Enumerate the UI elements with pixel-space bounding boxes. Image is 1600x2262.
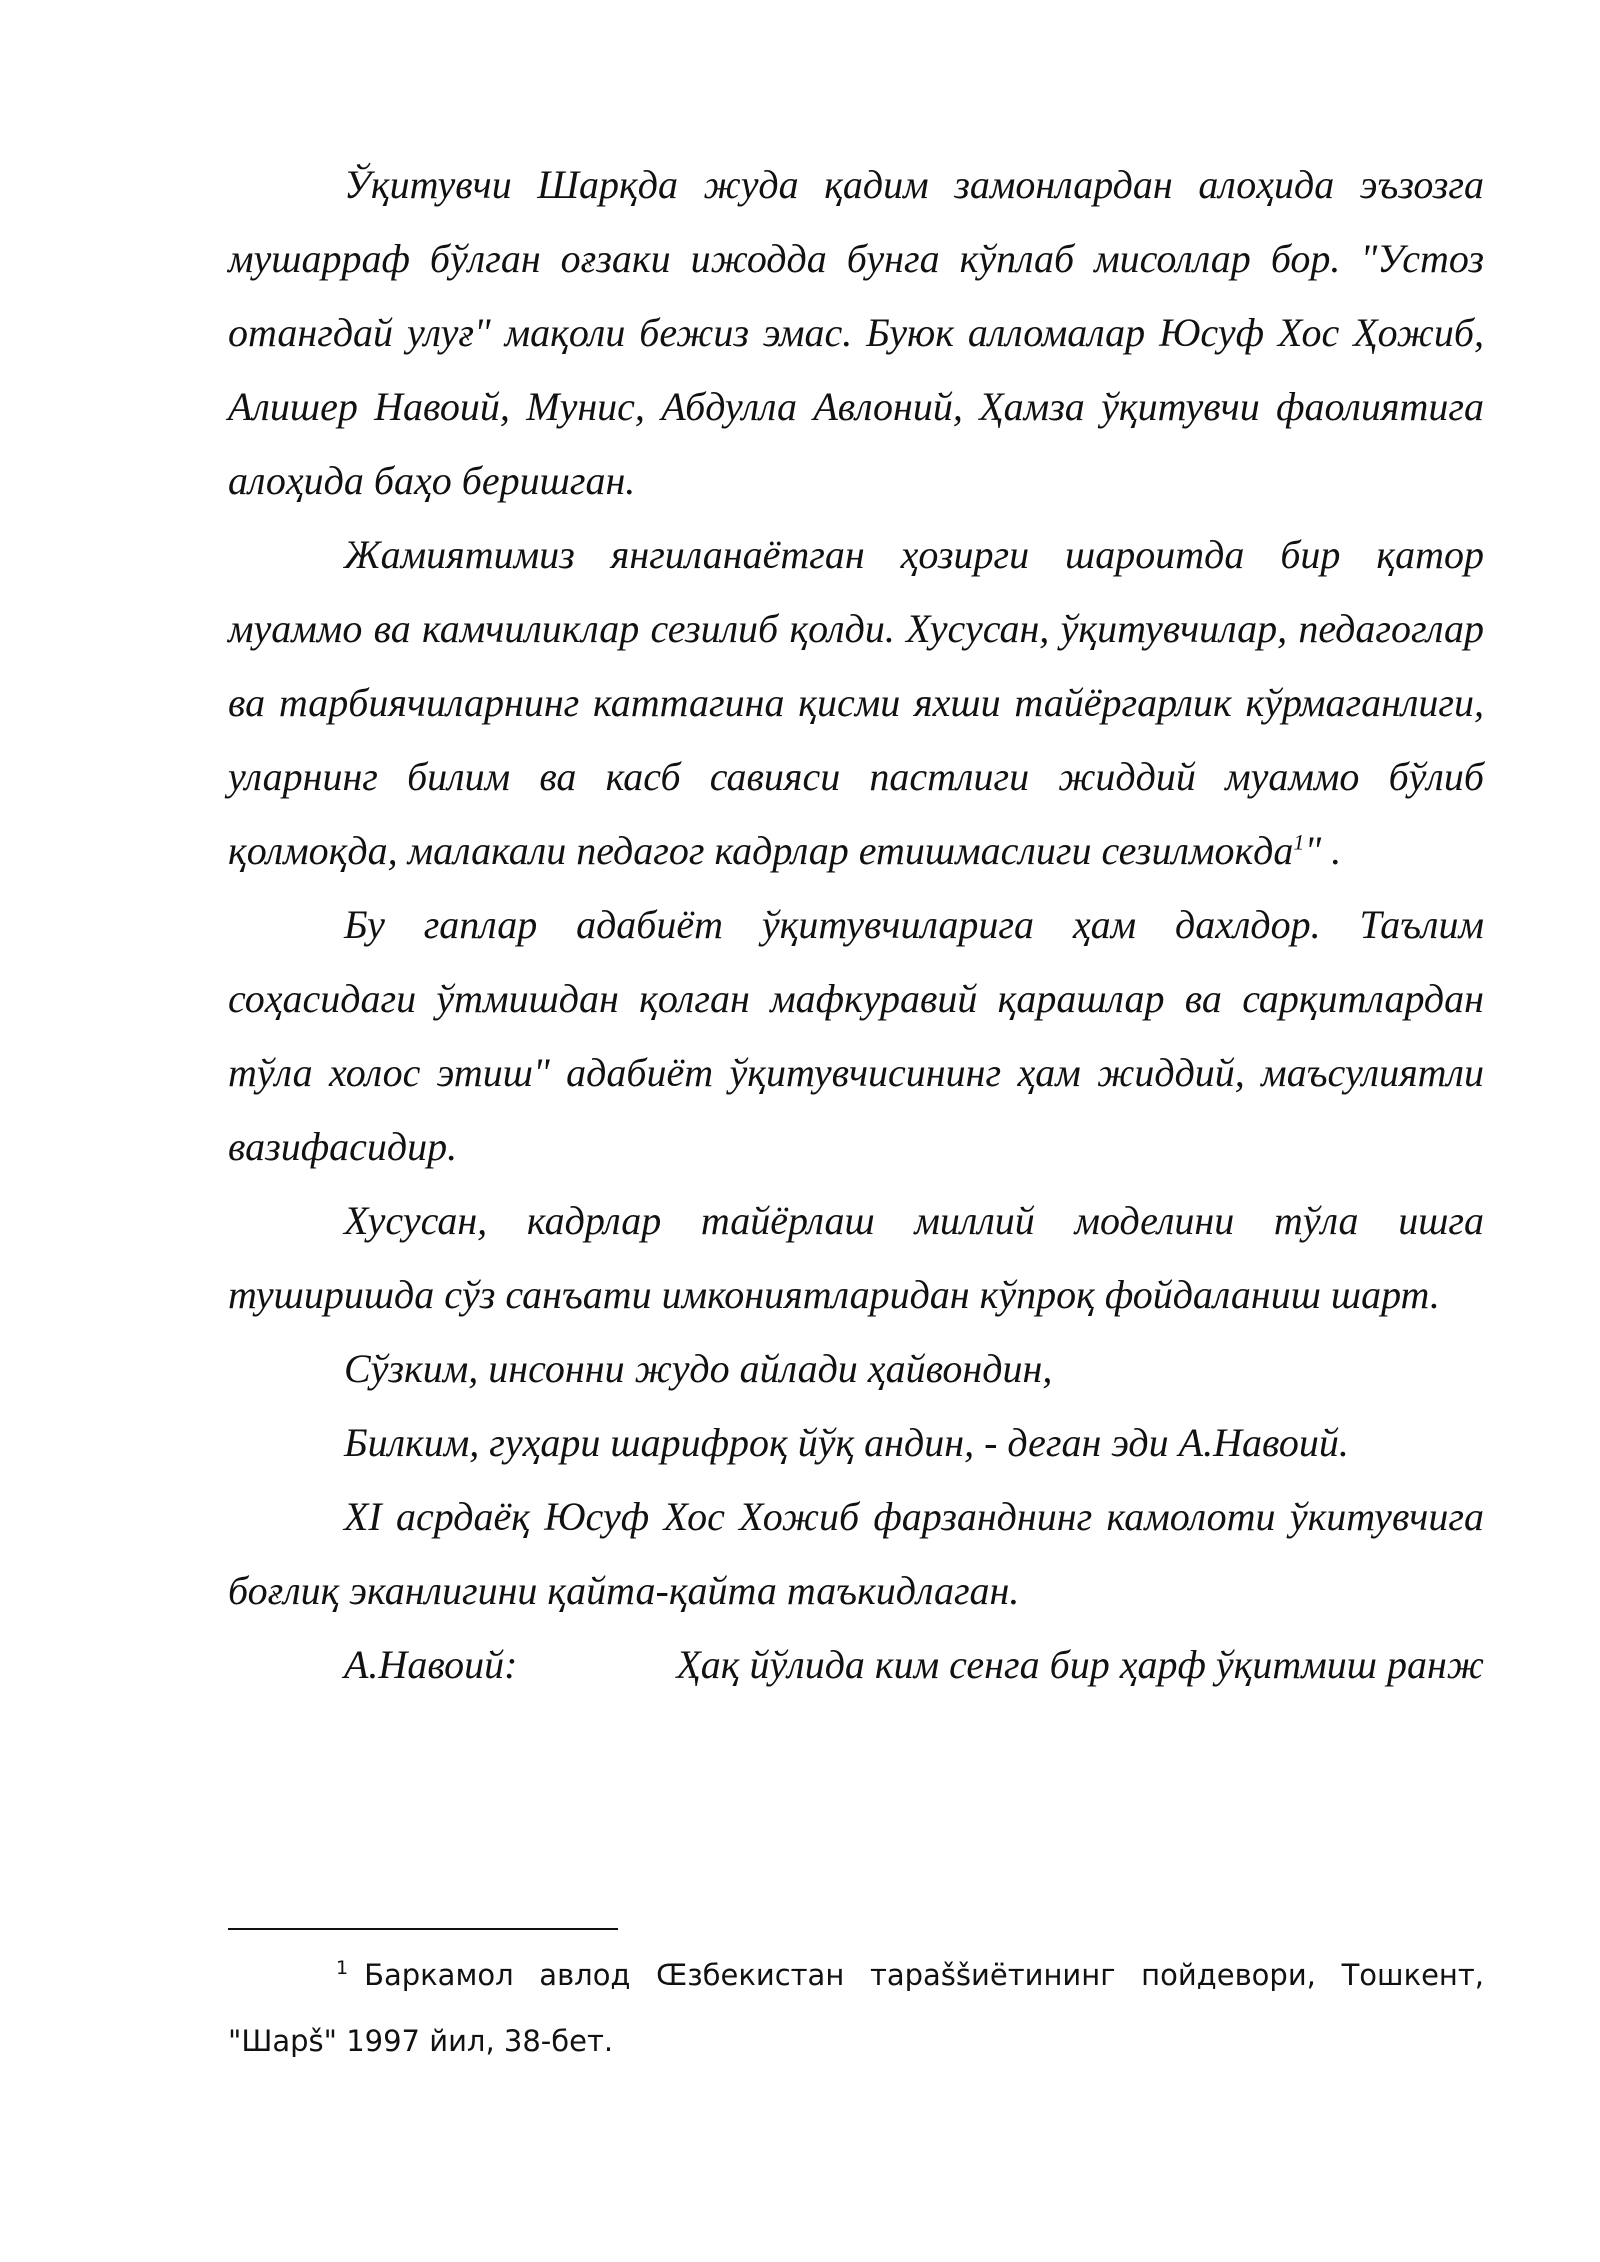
- paragraph-2-tail: " .: [1304, 828, 1342, 873]
- footnote-separator: [228, 1928, 618, 1930]
- paragraph-5: XI асрдаёқ Юсуф Хос Хожиб фарзанднинг камолоти ўкитувчига боғлиқ эканлигини қайта-қайта таъкидлаган.: [228, 1494, 1484, 1613]
- paragraph-2: [228, 518, 1484, 888]
- paragraph-1: Ўқитувчи Шарқда жуда қадим замонлардан алоҳида эъзозга мушарраф бўлган оғзаки ижодда бунга кўплаб мисоллар бор. "Устоз отангдай улуғ" мақоли бежиз эмас. Буюк алломалар Юсуф Хос Ҳожиб, Алишер Навоий, Мунис, Абдулла Авлоний, Ҳамза ўқитувчи фаолиятига алоҳида баҳо беришган.: [228, 162, 1484, 503]
- paragraph-6: [228, 1628, 1484, 1702]
- page-body: [228, 148, 1484, 1702]
- footnote-text: Баркамол авлод Œзбекистан тараššиётининг пойдевори, Тошкент, "Шарš" 1997 йил, 38-бет.: [228, 1958, 1484, 2058]
- footnote-mark: 1: [336, 1957, 349, 1980]
- paragraph-4: Хусусан, кадрлар тайёрлаш миллий моделини тўла ишга туширишда сўз санъати имкониятларидан кўпроқ фойдаланиш шарт.: [228, 1198, 1484, 1317]
- quote-author-label: А.Навоий:: [344, 1642, 518, 1687]
- paragraph-2-text: Жамиятимиз янгиланаётган ҳозирги шароитда бир қатор муаммо ва камчиликлар сезилиб қолди. Хусусан, ўқитувчилар, педагоглар ва тарбиячиларнинг каттагина қисми яхши тайёргарлик кўрмаганлиги, уларнинг билим ва касб савияси пастлиги жиддий муаммо бўлиб қолмоқда, малакали педагог кадрлар етишмаслиги сезилмокда: [228, 532, 1484, 873]
- footnote-reference[interactable]: 1: [1293, 829, 1305, 855]
- verse-line-1: Сўзким, инсонни жудо айлади ҳайвондин,: [344, 1346, 1053, 1391]
- paragraph-3: Бу гаплар адабиёт ўқитувчиларига ҳам дахлдор. Таълим соҳасидаги ўтмишдан қолган мафкуравий қарашлар ва сарқитлардан тўла холос этиш" адабиёт ўқитувчисининг ҳам жиддий, маъсулиятли вазифасидир.: [228, 902, 1484, 1169]
- footnote: [228, 1942, 1484, 2074]
- verse-line-2: Билким, гуҳари шарифроқ йўқ андин, - деган эди А.Навоий.: [344, 1420, 1349, 1465]
- quote-text: Ҳақ йўлида ким сенга бир ҳарф ўқитмиш ранж: [676, 1642, 1484, 1687]
